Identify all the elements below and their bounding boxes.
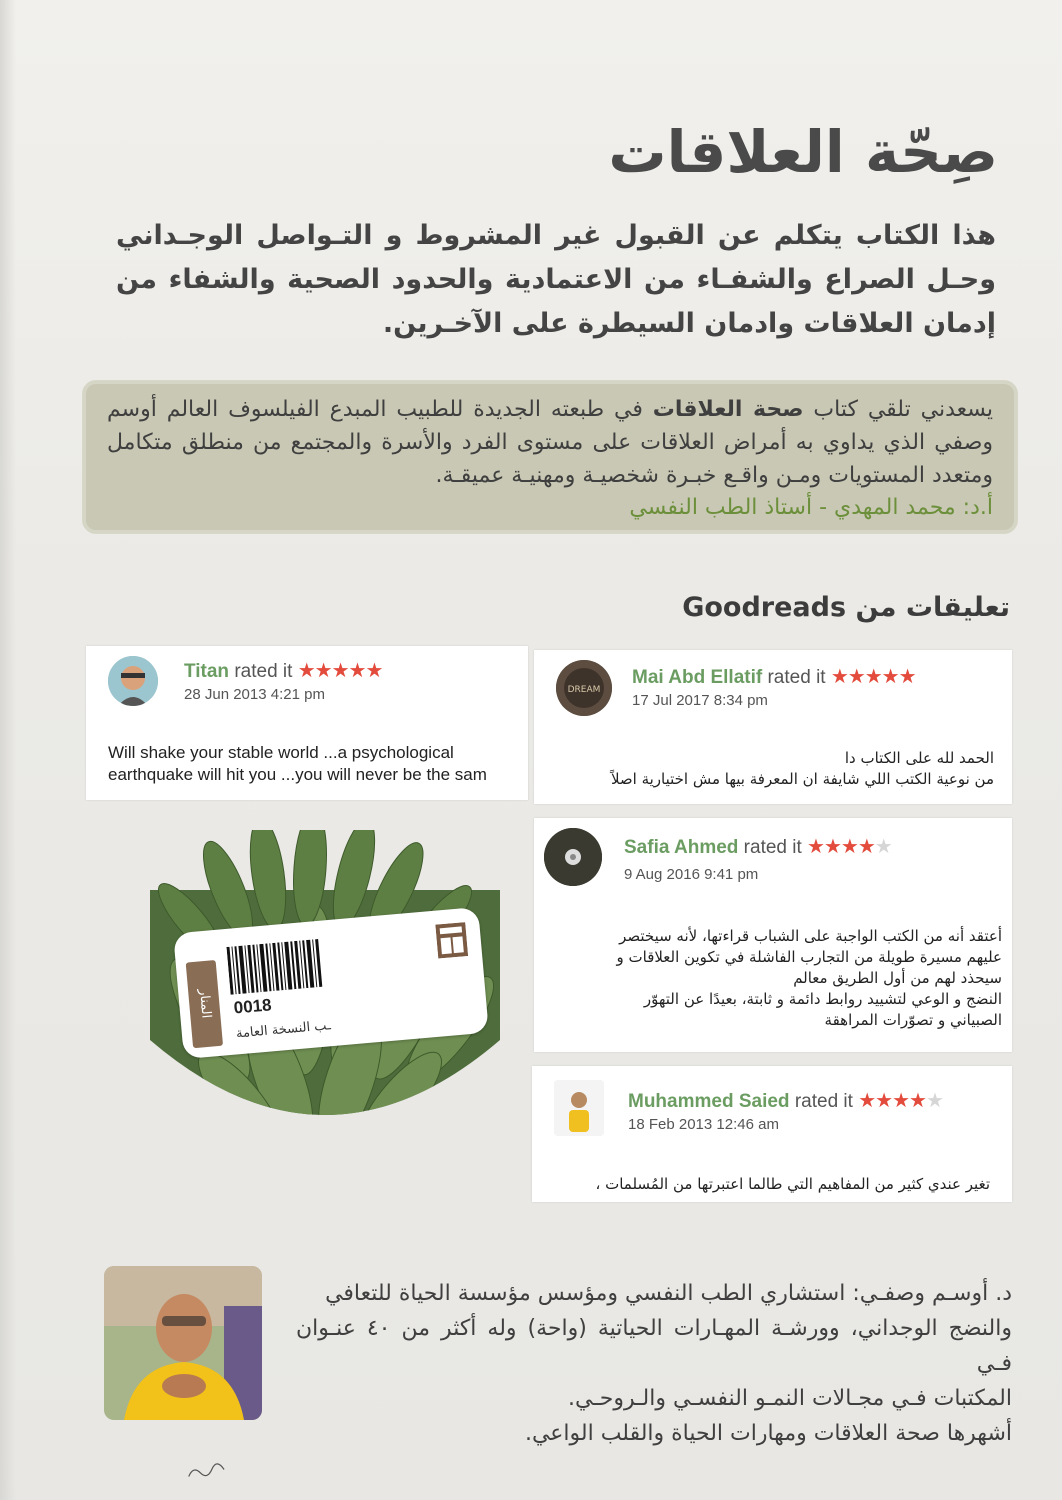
review-line: من نوعية الكتب اللي شايفة ان المعرفة بيها مش اختيارية اصلاً (610, 770, 994, 788)
review-date: 28 Jun 2013 4:21 pm (184, 686, 325, 703)
reviewer-avatar (544, 828, 602, 886)
library-logo: المنار (186, 960, 223, 1048)
review-header (632, 664, 916, 689)
star-rating (807, 836, 892, 858)
endorsement-lead: يسعدني تلقي كتاب (813, 397, 993, 422)
rated-label: rated it (794, 1091, 853, 1112)
star-empty-icon: ★ (874, 836, 892, 858)
bio-line: أشهرها صحة العلاقات ومهارات الحياة والقلب الواعي. (524, 1421, 1012, 1446)
review-date: 9 Aug 2016 9:41 pm (624, 866, 759, 883)
review-line: Will shake your stable world ...a psychological (108, 743, 454, 762)
review-date: 18 Feb 2013 12:46 am (628, 1116, 779, 1133)
star-filled-icon: ★ (807, 836, 824, 858)
handwritten-mark (185, 1459, 227, 1480)
endorsement-box (82, 380, 1018, 534)
reviewer-name[interactable]: Titan (184, 661, 230, 682)
avatar-flower-icon (544, 828, 602, 886)
review-header (624, 834, 892, 859)
library-barcode-sticker (173, 907, 489, 1059)
star-filled-icon: ★ (892, 1090, 910, 1112)
review-line: أعتقد أنه من الكتب الواجبة على الشباب قراءتها، لأنه سيختصر (619, 927, 1002, 945)
reviewer-avatar (108, 656, 158, 706)
star-filled-icon: ★ (830, 666, 848, 688)
reviewer-avatar (556, 660, 612, 716)
reviews-section-title: تعليقات من Goodreads (682, 592, 1010, 623)
star-filled-icon: ★ (823, 836, 841, 858)
review-line: النضج و الوعي لتشييد روابط دائمة و ثابتة، بعيدًا عن التهوّر (643, 990, 1002, 1008)
review-date: 17 Jul 2017 8:34 pm (632, 692, 768, 709)
star-empty-icon: ★ (925, 1090, 943, 1112)
review-line: تغير عندي كثير من المفاهيم التي طالما اعتبرتها من المُسلمات ، (595, 1175, 990, 1193)
rated-label: rated it (234, 661, 293, 682)
review-card (86, 646, 528, 800)
star-filled-icon: ★ (840, 836, 858, 858)
review-line: الحمد لله على الكتاب دا (844, 749, 994, 767)
page-edge-shadow (0, 0, 16, 1500)
bio-line: د. أوسـم وصفـي: استشاري الطب النفسي ومؤسس مؤسسة الحياة للتعافي (325, 1281, 1012, 1306)
review-card (534, 650, 1012, 804)
review-line: earthquake will hit you ...you will never be the sam (108, 765, 487, 784)
star-filled-icon: ★ (857, 836, 875, 858)
star-filled-icon: ★ (881, 666, 899, 688)
review-body (550, 1174, 990, 1195)
barcode-icon (226, 934, 380, 995)
review-body (554, 748, 994, 790)
review-line: الصبياني و تصوّرات المراهقة (824, 1011, 1002, 1029)
avatar-photo-icon (556, 660, 612, 716)
bio-line: المكتبات فـي مجـالات النمـو النفسـي والـروحـي. (567, 1386, 1012, 1411)
review-line: عليهم مسيرة طويلة من التجارب الفاشلة في تكوين العلاقات و (616, 948, 1002, 966)
reviewer-name[interactable]: Mai Abd Ellatif (632, 667, 763, 688)
star-filled-icon: ★ (348, 660, 366, 682)
star-rating (831, 666, 916, 688)
star-filled-icon: ★ (898, 666, 916, 688)
star-filled-icon: ★ (909, 1090, 926, 1112)
review-body (542, 926, 1002, 1031)
reviewer-avatar (554, 1080, 604, 1136)
book-title: صِحّة العلاقات (608, 118, 998, 186)
reviewer-name[interactable]: Safia Ahmed (624, 837, 739, 858)
star-filled-icon: ★ (314, 660, 332, 682)
endorsement-book-name: صحة العلاقات (652, 397, 804, 422)
review-header (628, 1088, 943, 1113)
svg-text:DREAM: DREAM (567, 685, 601, 695)
avatar-person-icon (554, 1080, 604, 1136)
barcode-label: ـب النسخة العامة (235, 1018, 332, 1042)
rated-label: rated it (767, 667, 826, 688)
author-portrait-icon (104, 1266, 262, 1420)
star-rating (298, 660, 383, 682)
star-filled-icon: ★ (875, 1090, 893, 1112)
endorsement-text (107, 393, 993, 492)
review-card (532, 1066, 1012, 1202)
endorsement-author: أ.د: محمد المهدي - أستاذ الطب النفسي (629, 495, 993, 520)
review-line: سيحذد لهم من أول الطريق معالم (793, 969, 1002, 987)
author-photo (104, 1266, 262, 1420)
star-filled-icon: ★ (297, 660, 315, 682)
book-description: هذا الكتاب يتكلم عن القبول غير المشروط و التـواصل الوجـداني وحـل الصراع والشفـاء من الاعتمادية والحدود الصحية والشفاء من إدمان العلاقات وادمان السيطرة على الآخـرين. (116, 220, 996, 339)
avatar-cartoon-icon (108, 656, 158, 706)
review-card (534, 818, 1012, 1052)
star-rating (858, 1090, 943, 1112)
endorsement-rest: في طبعته الجديدة للطبيب المبدع الفيلسوف العالم أوسم وصفي الذي يداوي به أمراض العلاقات على مستوى الفرد والأسرة والمجتمع من منطلق متكامل ومتعدد المستويات ومـن واقـع خبـرة شخصيـة ومهنيـة عميقـة. (107, 397, 993, 488)
author-bio (296, 1276, 1012, 1451)
reviewer-name[interactable]: Muhammed Saied (628, 1091, 790, 1112)
barcode-number: 0018 (232, 995, 273, 1018)
bio-line: والنضج الوجداني، وورشـة المهـارات الحياتية (واحة) وله أكثر من ٤٠ عنـوان فـي (296, 1316, 1012, 1376)
star-filled-icon: ★ (331, 660, 349, 682)
library-emblem-icon (435, 922, 468, 958)
review-header (184, 658, 382, 683)
star-filled-icon: ★ (864, 666, 882, 688)
star-filled-icon: ★ (847, 666, 865, 688)
star-filled-icon: ★ (365, 660, 383, 682)
star-filled-icon: ★ (858, 1090, 876, 1112)
review-body (108, 742, 528, 786)
rated-label: rated it (743, 837, 802, 858)
